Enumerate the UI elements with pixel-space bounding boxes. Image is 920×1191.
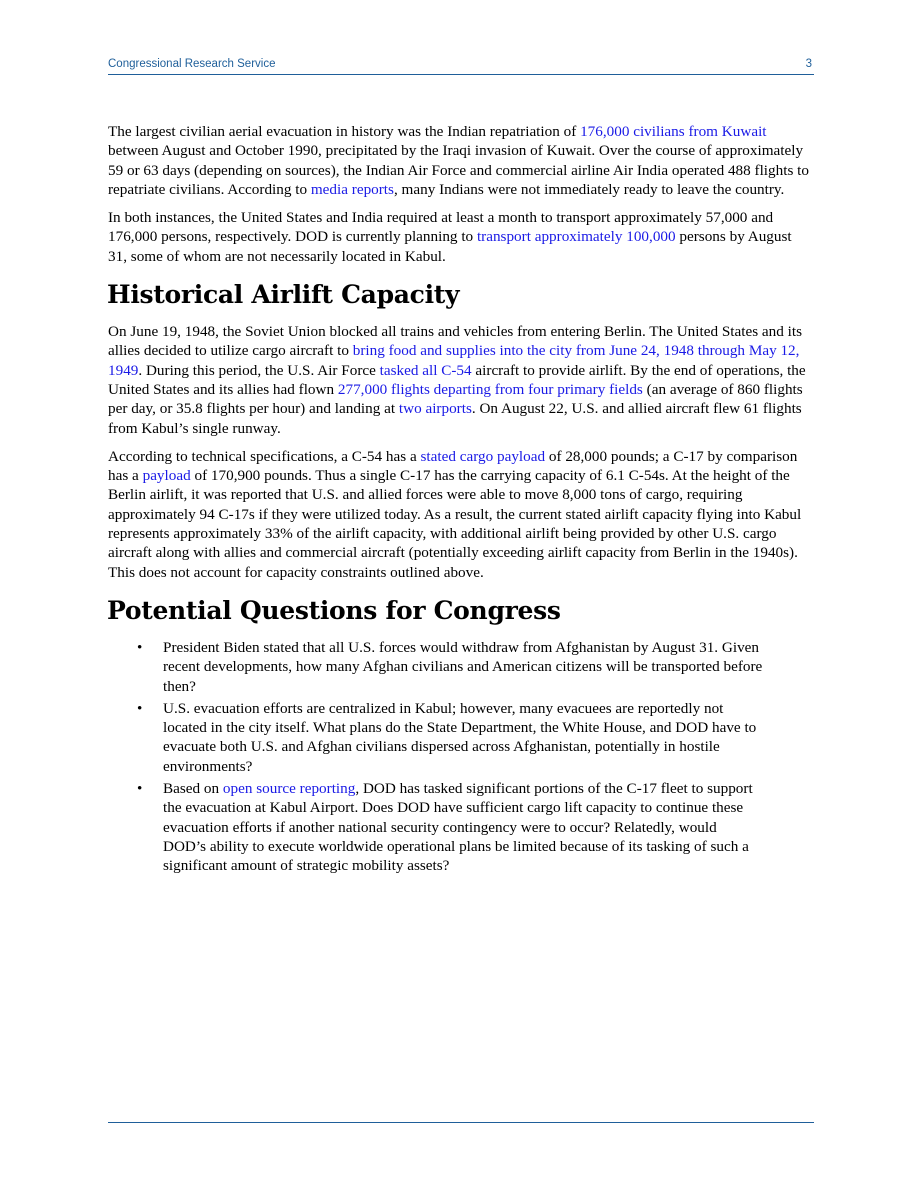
heading-historical-airlift-capacity: Historical Airlift Capacity: [107, 280, 460, 310]
link-open-source-reporting[interactable]: open source reporting: [222, 780, 356, 798]
list-item: [108, 779, 763, 875]
header-organization: Congressional Research Service: [108, 58, 276, 70]
link-media-reports[interactable]: media reports: [310, 180, 394, 198]
page-number: 3: [805, 58, 812, 70]
paragraph-technical-specifications: [108, 447, 814, 582]
bullet-text: President Biden stated that all U.S. forces would withdraw from Afghanistan by August 31. Given recent developments, how many Afghan civilians and American citizens will be transported before then?: [163, 638, 763, 695]
document-body: [108, 122, 814, 879]
link-two-airports[interactable]: two airports: [398, 400, 472, 418]
paragraph-both-instances: [108, 208, 814, 266]
text-run: (an average of 860 flights per day, or 35.8 flights per hour) and landing at: [108, 380, 803, 418]
text-run: , many Indians were not immediately ready to leave the country.: [393, 180, 785, 198]
text-run: According to technical specifications, a C-54 has a: [108, 447, 421, 465]
text-run: , DOD has tasked significant portions of the C-17 fleet to support the evacuation at Kabul Airport. Does DOD have sufficient cargo lift capacity to continue these evacuation efforts if another national security contingency were to occur? Relatedly, would DOD’s ability to execute worldwide operational plans be limited because of its tasking of such a significant amount of strategic mobility assets?: [163, 780, 753, 875]
list-item: [108, 699, 763, 776]
text-run: of 28,000 pounds; a C-17 by comparison has a: [108, 447, 798, 485]
paragraph-berlin-blockade: [108, 322, 814, 438]
link-bring-food-supplies[interactable]: bring food and supplies into the city from June 24, 1948 through May 12, 1949: [108, 342, 800, 379]
link-tasked-all-c54[interactable]: tasked all C-54: [379, 361, 472, 379]
paragraph-indian-repatriation: [108, 122, 814, 199]
heading-potential-questions: Potential Questions for Congress: [107, 595, 561, 625]
text-run: In both instances, the United States and India required at least a month to transport approximately 57,000 and 176,000 persons, respectively. DOD is currently planning to: [108, 209, 774, 246]
running-header: [108, 56, 814, 75]
text-run: of 170,900 pounds. Thus a single C-17 has the carrying capacity of 6.1 C-54s. At the height of the Berlin airlift, it was reported that U.S. and allied forces were able to move 8,000 tons of cargo, requiring approximately 94 C-17s if they were utilized today. As a result, the current stated airlift capacity flying into Kabul represents approximately 33% of the airlift capacity, with additional airlift being provided by other U.S. cargo aircraft along with allies and commercial aircraft (potentially exceeding airlift capacity from Berlin in the 1940s). This does not account for capacity constraints outlined above.: [108, 467, 802, 581]
link-277000-flights[interactable]: 277,000 flights departing from four primary fields: [337, 380, 643, 398]
link-176000-civilians[interactable]: 176,000 civilians from Kuwait: [580, 123, 767, 140]
text-run: Based on: [163, 780, 223, 798]
text-run: The largest civilian aerial evacuation in history was the Indian repatriation of: [108, 123, 581, 140]
bullet-icon: •: [137, 638, 143, 656]
link-payload[interactable]: payload: [142, 467, 191, 485]
bullet-icon: •: [137, 699, 143, 717]
text-run: . On August 22, U.S. and allied aircraft flew 61 flights from Kabul’s single runway.: [108, 400, 802, 437]
questions-list: [108, 638, 814, 876]
text-run: persons by August 31, some of whom are not necessarily located in Kabul.: [108, 228, 792, 265]
text-run: . During this period, the U.S. Air Force: [138, 361, 380, 379]
link-transport-100000[interactable]: transport approximately 100,000: [476, 228, 676, 246]
bullet-text: U.S. evacuation efforts are centralized in Kabul; however, many evacuees are reportedly not located in the city itself. What plans do the State Department, the White House, and DOD have to evacuate both U.S. and Afghan civilians dispersed across Afghanistan, potentially in hostile environments?: [163, 699, 757, 775]
text-run: between August and October 1990, precipitated by the Iraqi invasion of Kuwait. Over the course of approximately 59 or 63 days (depending on sources), the Indian Air Force and commercial airline Air India operated 488 flights to repatriate civilians. According to: [108, 142, 809, 198]
text-run: On June 19, 1948, the Soviet Union blocked all trains and vehicles from entering Berlin. The United States and its allies decided to utilize cargo aircraft to: [108, 323, 802, 360]
bullet-icon: •: [137, 780, 143, 798]
bullet-text: [163, 780, 753, 874]
list-item: [108, 638, 763, 696]
footer-rule: [108, 1122, 814, 1123]
link-stated-cargo-payload[interactable]: stated cargo payload: [420, 447, 546, 465]
text-run: aircraft to provide airlift. By the end of operations, the United States and its allies had flown: [108, 361, 806, 398]
